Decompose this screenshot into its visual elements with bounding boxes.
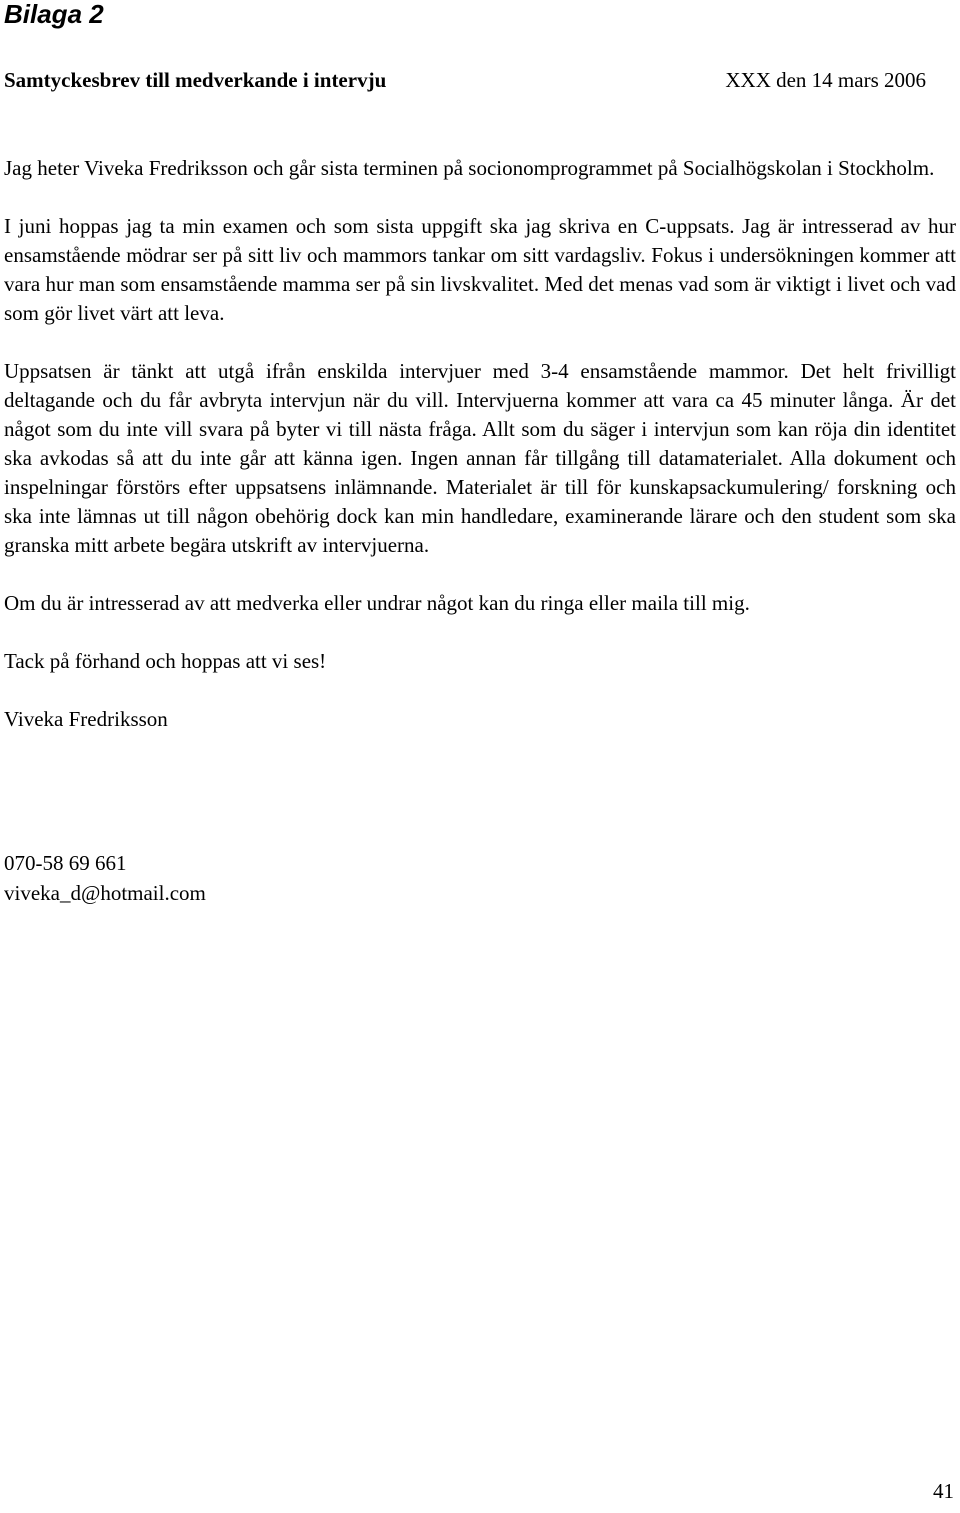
letter-body [4,154,956,763]
signature-name: Viveka Fredriksson [4,707,168,731]
appendix-heading: Bilaga 2 [4,0,104,29]
phone-number: 070-58 69 661 [4,851,127,875]
page-number: 41 [933,1479,954,1503]
paragraph-purpose: I juni hoppas jag ta min examen och som sista uppgift ska jag skriva en C-uppsats. Jag är intresserad av hur ensamstående mödrar ser på sitt liv och mammors tankar om sitt vardagsliv. Fokus i undersökningen kommer att vara hur man som ensamstående mamma ser på sin livskvalitet. Med det menas vad som är viktigt i livet och vad som gör livet värt att leva. [4,214,956,325]
paragraph-thanks: Tack på förhand och hoppas att vi ses! [4,649,327,673]
contact-details [4,848,206,908]
paragraph-method: Uppsatsen är tänkt att utgå ifrån enskilda intervjuer med 3-4 ensamstående mammor. Det helt frivilligt deltagande och du får avbryta intervjun när du vill. Intervjuerna kommer att vara ca 45 minuter långa. Är det något som du inte vill svara på byter vi till nästa fråga. Allt som du säger i intervjun som kan röja din identitet ska avkodas så att du inte går att känna igen. Ingen annan får tillgång till datamaterialet. Alla dokument och inspelningar förstörs efter uppsatsens inlämnande. Materialet är till för kunskapsackumulering/ forskning och ska inte lämnas ut till någon obehörig dock kan min handledare, examinerande lärare och den student som ska granska mitt arbete begära utskrift av intervjuerna. [4,359,956,557]
paragraph-introduction: Jag heter Viveka Fredriksson och går sista terminen på socionomprogrammet på Socialhögskolan i Stockholm. [4,156,935,180]
title-row [4,66,926,96]
email-address: viveka_d@hotmail.com [4,881,206,905]
paragraph-contact-request: Om du är intresserad av att medverka eller undrar något kan du ringa eller maila till mig. [4,591,750,615]
letter-date: XXX den 14 mars 2006 [725,68,926,92]
letter-title: Samtyckesbrev till medverkande i intervju [4,68,387,92]
